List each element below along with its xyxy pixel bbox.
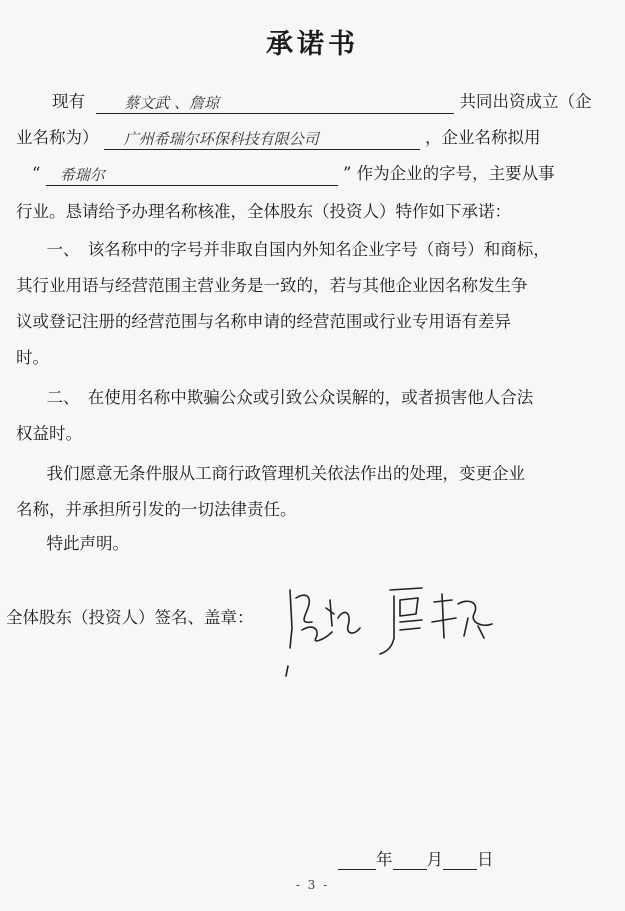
para1-prefix: 现有 bbox=[52, 92, 85, 111]
month-blank bbox=[393, 851, 427, 870]
clause1-line2: 其行业用语与经营范围主营业务是一致的，若与其他企业因名称发生争 bbox=[16, 276, 528, 295]
names-blank bbox=[96, 92, 454, 114]
para1-suffix: 共同出资成立（企 bbox=[459, 92, 592, 111]
para1-line3-suffix: 作为企业的字号，主要从事 bbox=[356, 164, 555, 183]
page-number: - 3 - bbox=[295, 878, 330, 892]
para3-line1: 我们愿意无条件服从工商行政管理机关依法作出的处理，变更企业 bbox=[30, 464, 525, 483]
handwritten-signatures bbox=[282, 578, 522, 688]
closing-statement: 特此声明。 bbox=[30, 534, 129, 553]
trade-name: 希瑞尔 bbox=[59, 166, 105, 184]
para1-line2 bbox=[16, 126, 611, 150]
day-label: 日 bbox=[477, 850, 494, 869]
para1-line1 bbox=[16, 90, 611, 114]
clause2-line1: 二、 在使用名称中欺骗公众或引致公众误解的，或者损害他人合法 bbox=[30, 388, 534, 407]
para1-line4: 行业。恳请给予办理名称核准，全体股东（投资人）特作如下承诺： bbox=[16, 202, 511, 221]
para1-line2-suffix: ，企业名称拟用 bbox=[425, 128, 541, 147]
shareholder-names: 蔡文武 、詹琼 bbox=[124, 94, 220, 112]
quote-close: ” bbox=[342, 164, 352, 183]
company-name-blank bbox=[104, 128, 420, 150]
clause2-line2: 权益时。 bbox=[16, 424, 82, 443]
day-blank bbox=[443, 851, 477, 870]
year-blank bbox=[338, 851, 376, 870]
para1-line2-prefix: 业名称为） bbox=[16, 128, 99, 147]
month-label: 月 bbox=[426, 850, 443, 869]
clause1-line3: 议或登记注册的经营范围与名称申请的经营范围或行业专用语有差异 bbox=[16, 312, 511, 331]
trade-name-blank bbox=[46, 164, 338, 186]
document-title: 承诺书 bbox=[266, 29, 359, 60]
clause1-line1: 一、 该名称中的字号并非取自国内外知名企业字号（商号）和商标， bbox=[30, 240, 550, 259]
company-name: 广州希瑞尔环保科技有限公司 bbox=[123, 130, 319, 148]
para3-line2: 名称，并承担所引发的一切法律责任。 bbox=[16, 500, 297, 519]
signature-label: 全体股东（投资人）签名、盖章： bbox=[6, 608, 254, 627]
date-line bbox=[338, 846, 494, 870]
year-label: 年 bbox=[376, 850, 393, 869]
para1-line3 bbox=[16, 162, 611, 186]
clause1-line4: 时。 bbox=[16, 348, 49, 367]
quote-open: “ bbox=[32, 164, 41, 183]
